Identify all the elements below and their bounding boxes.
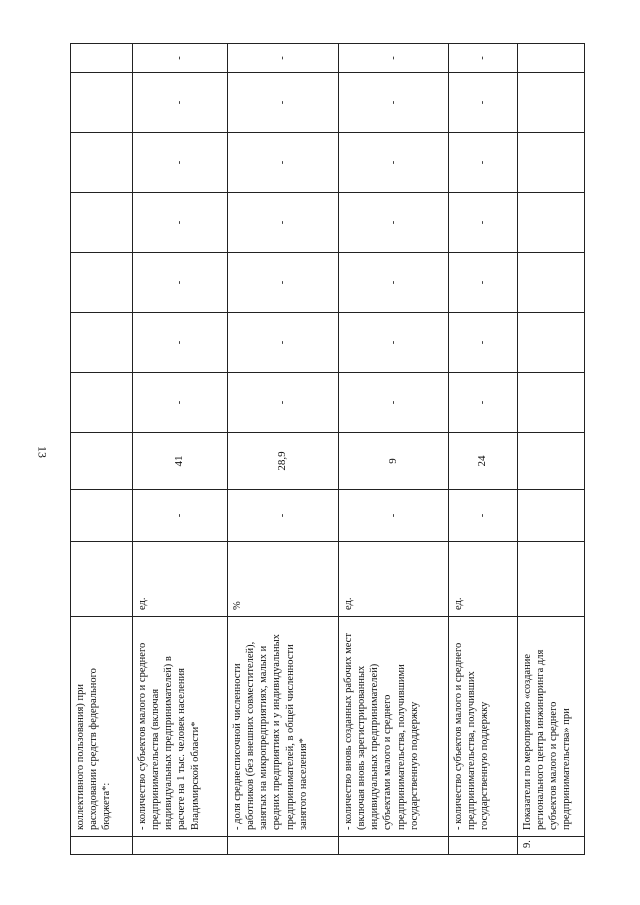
row-number: [133, 837, 228, 855]
table-row: [518, 44, 585, 855]
value-cell: -: [339, 73, 449, 133]
indicator-name: - количество субъектов малого и среднего предпринимательства (включая индивидуальных предпринимателей) в расчете на 1 тыс. человек населения Владимирской области*: [133, 617, 228, 837]
value-cell: [518, 44, 585, 73]
value-cell: [71, 193, 133, 253]
indicators-table: [70, 43, 585, 855]
table-row: [133, 44, 228, 855]
value-cell: -: [339, 44, 449, 73]
unit-cell: ед.: [133, 542, 228, 617]
value-cell: -: [339, 313, 449, 373]
value-cell: -: [133, 133, 228, 193]
rotated-table-region: [70, 44, 584, 855]
row-number: [449, 837, 518, 855]
value-cell: [518, 133, 585, 193]
value-cell: [71, 73, 133, 133]
value-cell: -: [449, 193, 518, 253]
value-cell: [518, 373, 585, 433]
unit-cell: ед.: [339, 542, 449, 617]
row-number: [228, 837, 339, 855]
value-cell: [71, 313, 133, 373]
unit-cell: %: [228, 542, 339, 617]
value-cell: -: [133, 373, 228, 433]
table-row: [71, 44, 133, 855]
value-cell: 41: [133, 433, 228, 490]
value-cell: -: [228, 193, 339, 253]
value-cell: -: [228, 133, 339, 193]
unit-cell: ед.: [449, 542, 518, 617]
value-cell: [518, 490, 585, 542]
value-cell: 24: [449, 433, 518, 490]
value-cell: -: [449, 73, 518, 133]
value-cell: -: [228, 253, 339, 313]
unit-cell: [518, 542, 585, 617]
value-cell: -: [449, 44, 518, 73]
value-cell: -: [339, 253, 449, 313]
value-cell: -: [133, 253, 228, 313]
value-cell: [518, 193, 585, 253]
value-cell: -: [449, 253, 518, 313]
table-row: [449, 44, 518, 855]
value-cell: -: [228, 313, 339, 373]
value-cell: 28,9: [228, 433, 339, 490]
value-cell: [518, 253, 585, 313]
value-cell: -: [228, 73, 339, 133]
row-number: 9.: [518, 837, 585, 855]
value-cell: [71, 253, 133, 313]
unit-cell: [71, 542, 133, 617]
value-cell: -: [228, 373, 339, 433]
page-number: 13: [35, 446, 50, 458]
row-number: [339, 837, 449, 855]
value-cell: [71, 44, 133, 73]
value-cell: -: [133, 313, 228, 373]
value-cell: -: [339, 193, 449, 253]
indicator-name: коллективного пользования) при расходовании средств федерального бюджета*:: [71, 617, 133, 837]
value-cell: -: [133, 44, 228, 73]
value-cell: -: [228, 44, 339, 73]
table-row: [228, 44, 339, 855]
value-cell: -: [339, 490, 449, 542]
row-number: [71, 837, 133, 855]
value-cell: [71, 433, 133, 490]
value-cell: -: [133, 193, 228, 253]
indicator-name: - количество вновь созданных рабочих мест (включая вновь зарегистрированных индивидуальных предпринимателей) субъектами малого и среднего предпринимательства, получившими государственную поддержку: [339, 617, 449, 837]
value-cell: 9: [339, 433, 449, 490]
value-cell: -: [449, 490, 518, 542]
value-cell: [518, 313, 585, 373]
value-cell: [71, 373, 133, 433]
value-cell: -: [228, 490, 339, 542]
value-cell: [71, 133, 133, 193]
value-cell: -: [339, 373, 449, 433]
table-row: [339, 44, 449, 855]
indicator-name: - количество субъектов малого и среднего предпринимательства, получивших государственную поддержку: [449, 617, 518, 837]
value-cell: -: [133, 73, 228, 133]
value-cell: [518, 73, 585, 133]
value-cell: [518, 433, 585, 490]
indicator-name: Показатели по мероприятию «создание регионального центра инжиниринга для субъектов малого и среднего предпринимательства» при: [518, 617, 585, 837]
indicator-name: - доля среднесписочной численности работников (без внешних совместителей), занятых на микропредприятиях, малых и средних предприятиях и у индивидуальных предпринимателей, в общей численности занятого населения*: [228, 617, 339, 837]
value-cell: -: [449, 373, 518, 433]
value-cell: -: [449, 313, 518, 373]
value-cell: -: [133, 490, 228, 542]
value-cell: -: [339, 133, 449, 193]
value-cell: -: [449, 133, 518, 193]
value-cell: [71, 490, 133, 542]
